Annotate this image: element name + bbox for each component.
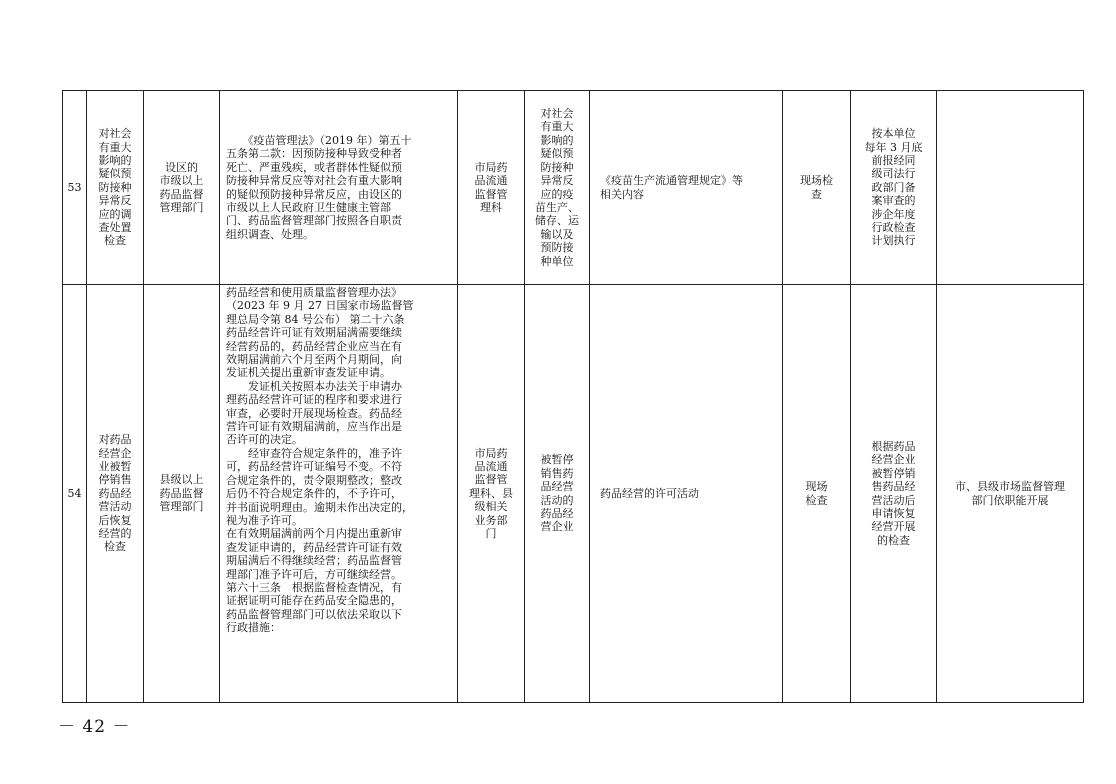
- inspection-method: 现场检 查: [783, 91, 851, 285]
- row-number: 54: [63, 285, 87, 703]
- table-row: [63, 91, 1084, 285]
- inspection-frequency: 按本单位 每年 3 月底 前报经同 级司法行 政部门备 案审查的 涉企年度 行政检查 计划执行: [851, 91, 937, 285]
- remarks: 市、县级市场监督管理 部门依职能开展: [937, 285, 1084, 703]
- inspection-item: 对药品 经营企 业被暂 停销售 药品经 营活动 后恢复 经营的 检查: [87, 285, 144, 703]
- page-number: － 42 －: [58, 717, 131, 737]
- inspection-frequency: 根据药品 经营企业 被暂停销 售药品经 营活动后 申请恢复 经营开展 的检查: [851, 285, 937, 703]
- legal-basis: 药品经营和使用质量监督管理办法》 （2023 年 9 月 27 日国家市场监督管 理总局令第 84 号公布） 第二十六条 药品经营许可证有效期届满需要继续 经营药品的，药品经营企业应当在有 效期届满前六个月至两个月期间，向 发证机关提出重新审查发证申请。 发证机关按照本办法关于申请办 理药品经营许可证的程序和要求进行 审查，必要时开展现场检查。药品经 营许可证有效期届满前，应当作出是 否许可的决定。 经审查符合规定条件的，准予许 可，药品经营许可证编号不变。不符 合规定条件的，责令限期整改；整改 后仍不符合规定条件的，不予许可， 并书面说明理由。逾期未作出决定的， 视为准予许可。 在有效期届满前两个月内提出重新审 查发证申请的，药品经营许可证有效 期届满后不得继续经营；药品监督管 理部门准予许可后，方可继续经营。 第六十三条 根据监督检查情况，有 证据证明可能存在药品安全隐患的， 药品监督管理部门可以依法采取以下 行政措施：: [220, 285, 458, 703]
- inspection-level: 设区的 市级以上 药品监督 管理部门: [144, 91, 220, 285]
- responsible-department: 市局药 品流通 监督管 理科、县 级相关 业务部 门: [458, 285, 525, 703]
- row-number: 53: [63, 91, 87, 285]
- inspection-content: 《疫苗生产流通管理规定》等 相关内容: [590, 91, 783, 285]
- inspection-object: 被暂停 销售药 品经营 活动的 药品经 营企业: [525, 285, 590, 703]
- inspection-method: 现场 检查: [783, 285, 851, 703]
- remarks: [937, 91, 1084, 285]
- inspection-items-table: [62, 90, 1084, 703]
- responsible-department: 市局药 品流通 监督管 理科: [458, 91, 525, 285]
- inspection-content: 药品经营的许可活动: [590, 285, 783, 703]
- table-row: [63, 285, 1084, 703]
- legal-basis: 《疫苗管理法》（2019 年）第五十 五条第二款：因预防接种导致受种者 死亡、严重残疾，或者群体性疑似预 防接种异常反应等对社会有重大影响 的疑似预防接种异常反应，由设区的 市级以上人民政府卫生健康主管部 门、药品监督管理部门按照各自职责 组织调查、处理。: [220, 91, 458, 285]
- inspection-item: 对社会 有重大 影响的 疑似预 防接种 异常反 应的调 查处置 检查: [87, 91, 144, 285]
- inspection-level: 县级以上 药品监督 管理部门: [144, 285, 220, 703]
- inspection-object: 对社会 有重大 影响的 疑似预 防接种 异常反 应的疫 苗生产、 储存、运 输以及 预防接 种单位: [525, 91, 590, 285]
